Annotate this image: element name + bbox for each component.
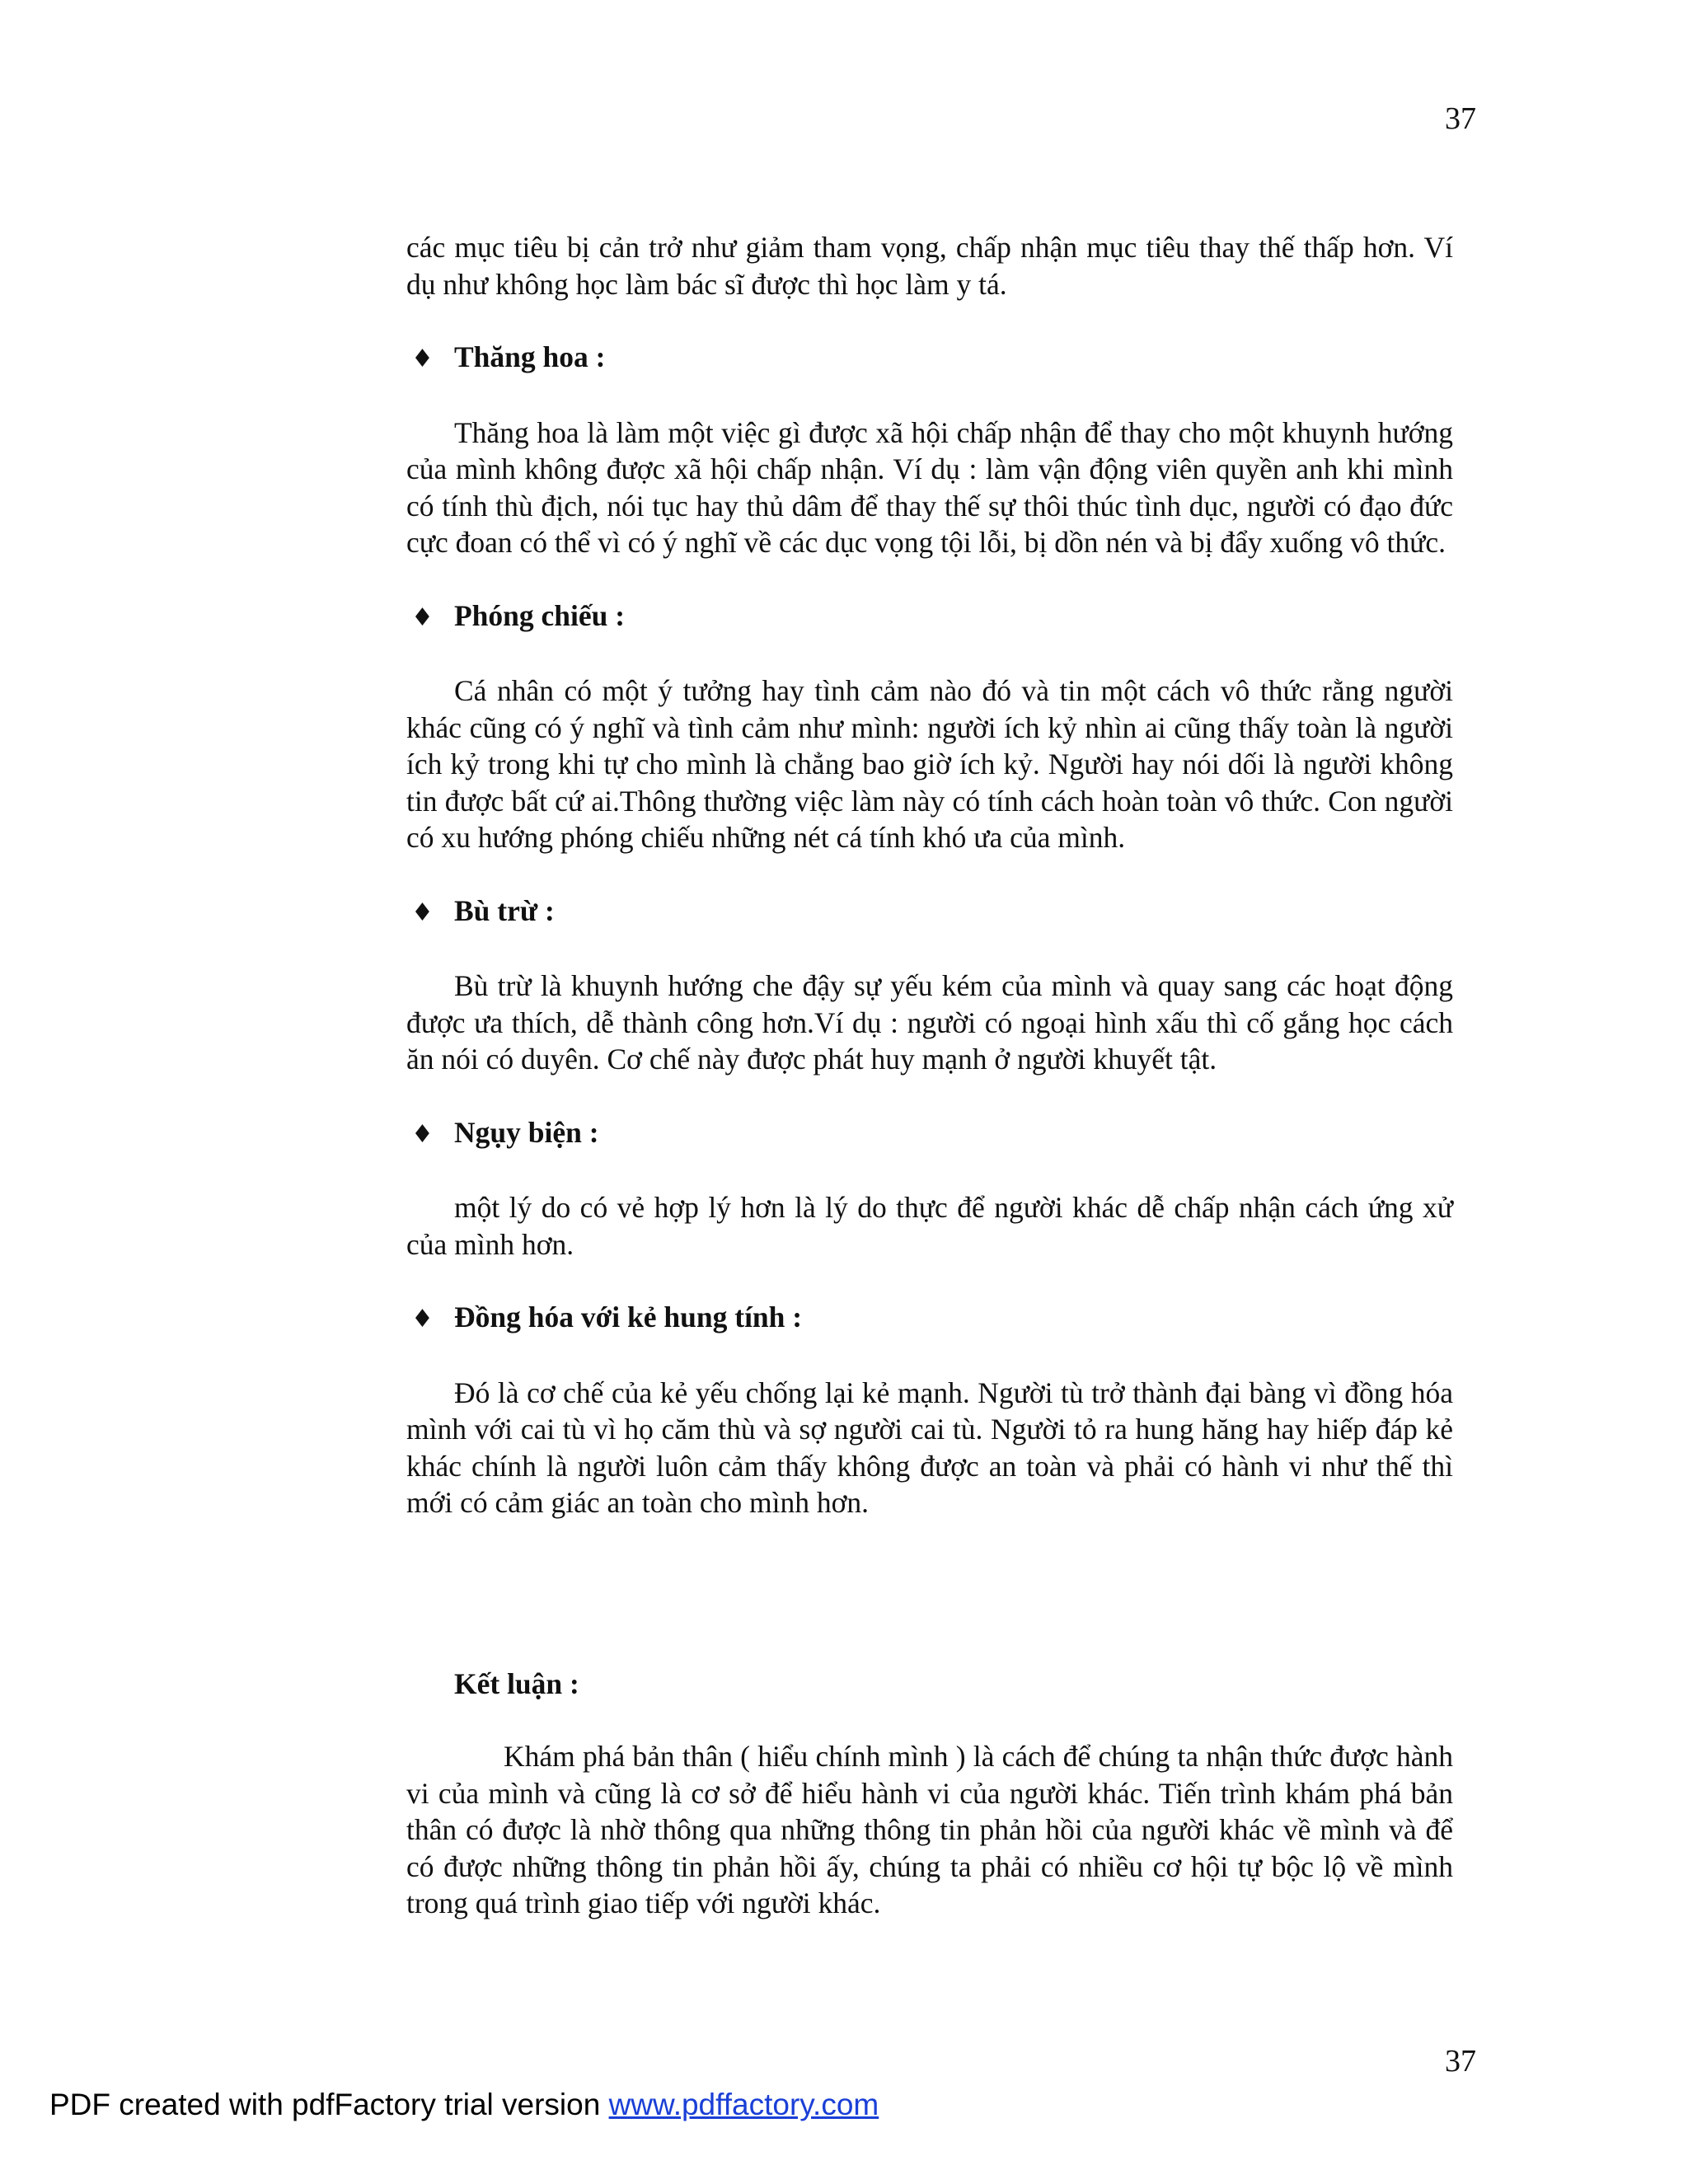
section-heading-text: Thăng hoa : xyxy=(454,340,606,373)
section-paragraph-bu-tru: Bù trừ là khuynh hướng che đậy sự yếu kém của mình và quay sang các hoạt động được ưa thích, dễ thành công hơn.Ví dụ : người có ngoại hình xấu thì cố gắng học cách ăn nói có duyên. Cơ chế này được phát huy mạnh ở người khuyết tật. xyxy=(406,969,1453,1076)
section-paragraph-phong-chieu: Cá nhân có một ý tưởng hay tình cảm nào đó và tin một cách vô thức rằng người khác cũng có ý nghĩ và tình cảm như mình: người ích kỷ nhìn ai cũng thấy toàn là người ích kỷ trong khi tự cho mình là chẳng bao giờ ích kỷ. Người hay nói dối là người không tin được bất cứ ai.Thông thường việc làm này có tính cách hoàn toàn vô thức. Con người có xu hướng phóng chiếu những nét cá tính khó ưa của mình. xyxy=(406,674,1453,854)
section-heading-text: Bù trừ : xyxy=(454,893,555,927)
section-heading-phong-chieu xyxy=(406,598,1453,637)
section-heading-text: Đồng hóa với kẻ hung tính : xyxy=(454,1301,803,1333)
section-heading-thang-hoa xyxy=(406,339,1453,378)
footer-link[interactable]: www.pdffactory.com xyxy=(608,2088,879,2121)
intro-paragraph: các mục tiêu bị cản trở như giảm tham vọng, chấp nhận mục tiêu thay thế thấp hơn. Ví dụ như không học làm bác sĩ được thì học làm y tá. xyxy=(406,231,1453,301)
conclusion-paragraph: Khám phá bản thân ( hiểu chính mình ) là cách để chúng ta nhận thức được hành vi của mình và cũng là cơ sở để hiểu hành vi của người khác. Tiến trình khám phá bản thân có được là nhờ thông qua những thông tin phản hồi của người khác về mình và để có được những thông tin phản hồi ấy, chúng ta phải có nhiều cơ hội tự bộc lộ về mình trong quá trình giao tiếp với người khác. xyxy=(406,1740,1453,1919)
pdf-footer xyxy=(49,2089,879,2120)
section-paragraph-nguy-bien: một lý do có vẻ hợp lý hơn là lý do thực để người khác dễ chấp nhận cách ứng xử của mình hơn. xyxy=(406,1191,1453,1261)
diamond-bullet-icon: ♦ xyxy=(411,1119,434,1149)
document-body xyxy=(406,229,1453,1922)
diamond-bullet-icon: ♦ xyxy=(411,602,434,632)
page-number-top: 37 xyxy=(1445,101,1476,136)
section-heading-dong-hoa xyxy=(406,1299,1453,1338)
section-heading-bu-tru xyxy=(406,893,1453,932)
page-number-bottom: 37 xyxy=(1445,2044,1476,2079)
section-paragraph-thang-hoa: Thăng hoa là làm một việc gì được xã hội chấp nhận để thay cho một khuynh hướng của mình không được xã hội chấp nhận. Ví dụ : làm vận động viên quyền anh khi mình có tính thù địch, nói tục hay thủ dâm để thay thế sự thôi thúc tình dục, người có đạo đức cực đoan có thể vì có ý nghĩ về các dục vọng tội lỗi, bị dồn nén và bị đẩy xuống vô thức. xyxy=(406,415,1453,559)
diamond-bullet-icon: ♦ xyxy=(411,898,434,927)
diamond-bullet-icon: ♦ xyxy=(411,1305,434,1333)
section-heading-text: Ngụy biện : xyxy=(454,1115,599,1149)
section-heading-nguy-bien xyxy=(406,1114,1453,1154)
section-heading-text: Phóng chiếu : xyxy=(454,598,626,632)
conclusion-heading: Kết luận : xyxy=(454,1666,579,1700)
footer-text: PDF created with pdfFactory trial version xyxy=(49,2088,609,2121)
section-paragraph-dong-hoa: Đó là cơ chế của kẻ yếu chống lại kẻ mạnh. Người tù trở thành đại bàng vì đồng hóa mình với cai tù vì họ căm thù và sợ người cai tù. Người tỏ ra hung hăng hay hiếp đáp kẻ khác chính là người luôn cảm thấy không được an toàn và phải có hành vi như thế thì mới có cảm giác an toàn cho mình hơn. xyxy=(406,1376,1453,1519)
diamond-bullet-icon: ♦ xyxy=(411,344,434,373)
